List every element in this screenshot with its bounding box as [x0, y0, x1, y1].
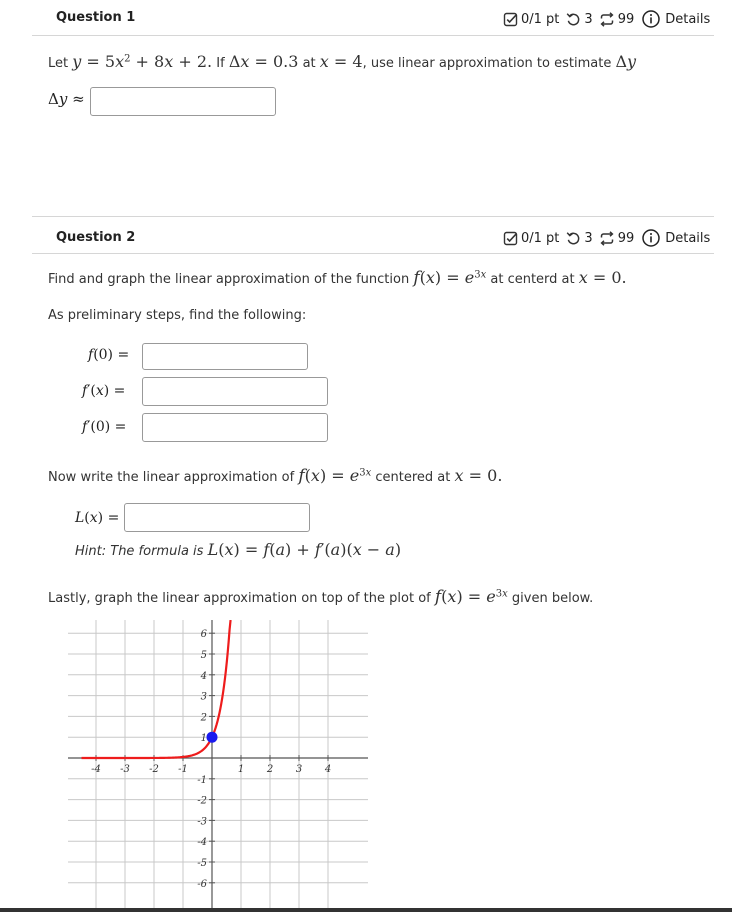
y-tick-label: 3 — [200, 691, 207, 703]
question-2-meta — [503, 229, 710, 247]
y-tick-label: -6 — [197, 878, 207, 890]
fprime-x-label: f′(x) = — [82, 383, 126, 399]
question-2-divider — [32, 253, 714, 254]
delta-y-input[interactable] — [90, 87, 276, 116]
x-tick-label: -1 — [178, 764, 188, 775]
y-tick-label: -2 — [197, 795, 207, 807]
question-1-prompt: Let $y = 5x^2 + 8x + 2$. If Δx = 0.3 at x = 4, use linear approximation to estimate Δy — [48, 52, 637, 71]
attempts-icon — [599, 12, 615, 27]
x-tick-label: 4 — [324, 764, 332, 775]
prompt-use: , use linear approximation to estimate — [362, 56, 612, 71]
question-2-intro: Find and graph the linear approximation of the function $f(x) = e^{3x}$ at centerd at x = 0. — [48, 268, 627, 288]
lx-label: L(x) = — [75, 510, 120, 526]
fprime-0-input[interactable] — [142, 413, 328, 442]
x-tick-label: -3 — [120, 764, 130, 775]
y-tick-label: 2 — [200, 712, 207, 724]
prompt-let: Let — [48, 56, 69, 71]
now-write-suffix: centered at — [375, 470, 451, 485]
question-2-retries: 3 — [584, 230, 593, 246]
question-2-top-divider — [32, 216, 714, 217]
question-2-details-button[interactable] — [642, 229, 710, 247]
y-tick-label: 1 — [200, 733, 207, 745]
f0-input[interactable] — [142, 343, 308, 370]
question-2-title: Question 2 — [56, 230, 136, 245]
retry-icon — [566, 12, 581, 27]
x-tick-label: -4 — [91, 764, 101, 775]
graph-canvas[interactable] — [68, 620, 368, 908]
question-2-score: 0/1 pt — [521, 230, 560, 246]
question-1-divider — [32, 35, 714, 36]
grid-lines — [68, 620, 368, 908]
fprime-0-label: f′(0) = — [82, 419, 127, 435]
intro-suffix: at centerd at — [490, 272, 575, 287]
question-2-attempts: 99 — [617, 230, 635, 246]
y-tick-label: 6 — [200, 629, 207, 641]
info-icon — [642, 229, 660, 247]
points[interactable] — [207, 732, 218, 743]
x-tick-label: -2 — [149, 764, 159, 775]
hint-text: Hint: The formula is L(x) = f(a) + f′(a)(x − a) — [75, 540, 402, 559]
x-tick-label: 3 — [295, 764, 303, 775]
axes — [68, 620, 368, 908]
info-icon — [642, 10, 660, 28]
prompt-if: If — [216, 56, 225, 71]
attempts-icon — [599, 231, 615, 246]
lastly-text: Lastly, graph the linear approximation on top of the plot of $f(x) = e^{3x}$ given below. — [48, 587, 594, 607]
preliminary-text: As preliminary steps, find the following: — [48, 308, 307, 323]
tick-labels — [91, 629, 331, 890]
question-1-retries: 3 — [584, 11, 593, 27]
question-1-meta — [503, 10, 710, 28]
question-1-attempts: 99 — [617, 11, 635, 27]
details-label: Details — [665, 11, 711, 27]
intro-prefix: Find and graph the linear approximation of the function — [48, 272, 410, 287]
score-check-icon — [503, 12, 518, 27]
now-write-text: Now write the linear approximation of $f(x) = e^{3x}$ centered at x = 0. — [48, 466, 503, 486]
prompt-equation: y — [72, 52, 82, 71]
fprime-x-input[interactable] — [142, 377, 328, 406]
now-write-prefix: Now write the linear approximation of — [48, 470, 295, 485]
x-tick-label: 1 — [237, 764, 245, 775]
bottom-bar — [0, 908, 732, 912]
y-tick-label: 4 — [200, 670, 207, 682]
question-1-score: 0/1 pt — [521, 11, 560, 27]
question-1-title: Question 1 — [56, 10, 136, 25]
retry-icon — [566, 231, 581, 246]
f0-label: f(0) = — [88, 347, 130, 363]
hint-prefix: Hint: — [75, 544, 107, 559]
hint-body: The formula is — [110, 544, 204, 559]
details-label: Details — [665, 230, 711, 246]
y-tick-label: -5 — [197, 858, 207, 869]
lastly-prefix: Lastly, graph the linear approximation on top of the plot of — [48, 591, 431, 606]
center-point[interactable] — [207, 732, 218, 743]
question-1-details-button[interactable] — [642, 10, 710, 28]
lx-input[interactable] — [124, 503, 310, 532]
lastly-suffix: given below. — [511, 591, 594, 606]
y-tick-label: -1 — [197, 774, 207, 786]
y-tick-label: 5 — [200, 650, 207, 661]
y-tick-label: -4 — [197, 837, 207, 849]
y-tick-label: -3 — [197, 816, 207, 828]
score-check-icon — [503, 231, 518, 246]
delta-y-label: Δy ≈ — [48, 90, 85, 108]
x-tick-label: 2 — [266, 764, 274, 775]
